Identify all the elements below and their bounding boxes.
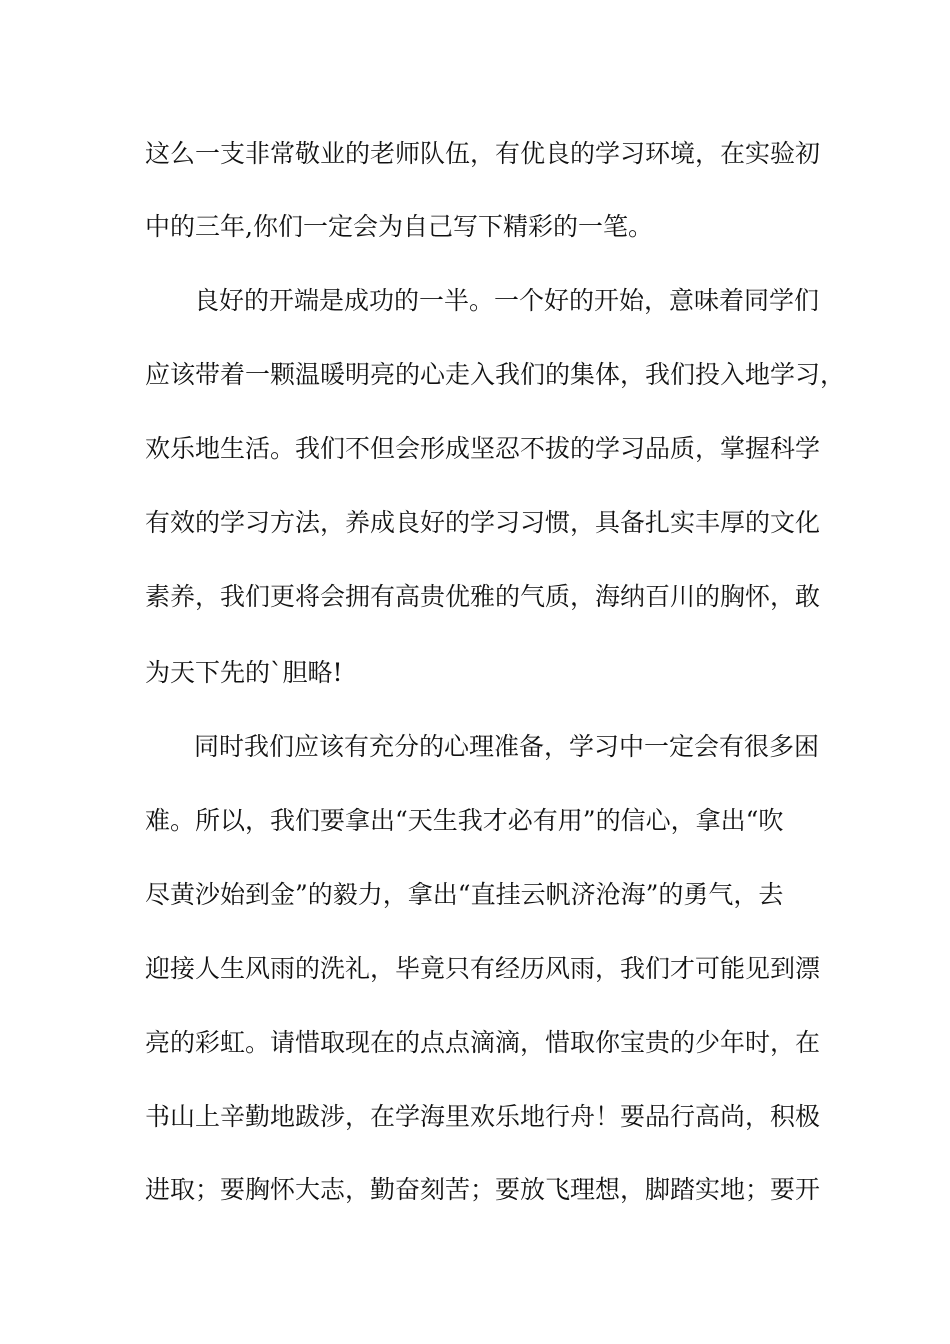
text-line: 迎接人生风雨的洗礼，毕竟只有经历风雨，我们才可能见到漂 [145, 954, 821, 983]
paragraph-first-line: 同时我们应该有充分的心理准备，学习中一定会有很多困 [194, 732, 820, 761]
text-line: 有效的学习方法，养成良好的学习习惯，具备扎实丰厚的文化 [145, 508, 821, 537]
text-line: 素养，我们更将会拥有高贵优雅的气质，海纳百川的胸怀，敢 [145, 582, 821, 611]
text-line: 为天下先的`胆略! [145, 658, 343, 687]
paragraph-first-line: 良好的开端是成功的一半。一个好的开始，意味着同学们 [194, 286, 820, 315]
text-line: 难。所以，我们要拿出“天生我才必有用”的信心，拿出“吹 [145, 806, 784, 835]
text-line: 中的三年,你们一定会为自己写下精彩的一笔。 [145, 212, 653, 241]
text-line: 亮的彩虹。请惜取现在的点点滴滴，惜取你宝贵的少年时，在 [145, 1028, 821, 1057]
text-line: 尽黄沙始到金”的毅力，拿出“直挂云帆济沧海”的勇气，去 [145, 880, 784, 909]
text-line: 进取；要胸怀大志，勤奋刻苦；要放飞理想，脚踏实地；要开 [145, 1175, 821, 1204]
text-line: 书山上辛勤地跋涉，在学海里欢乐地行舟！要品行高尚，积极 [145, 1102, 821, 1131]
text-line: 欢乐地生活。我们不但会形成坚忍不拔的学习品质，掌握科学 [145, 434, 821, 463]
text-line: 这么一支非常敬业的老师队伍，有优良的学习环境，在实验初 [145, 139, 821, 168]
text-line: 应该带着一颗温暖明亮的心走入我们的集体，我们投入地学习， [145, 360, 846, 389]
